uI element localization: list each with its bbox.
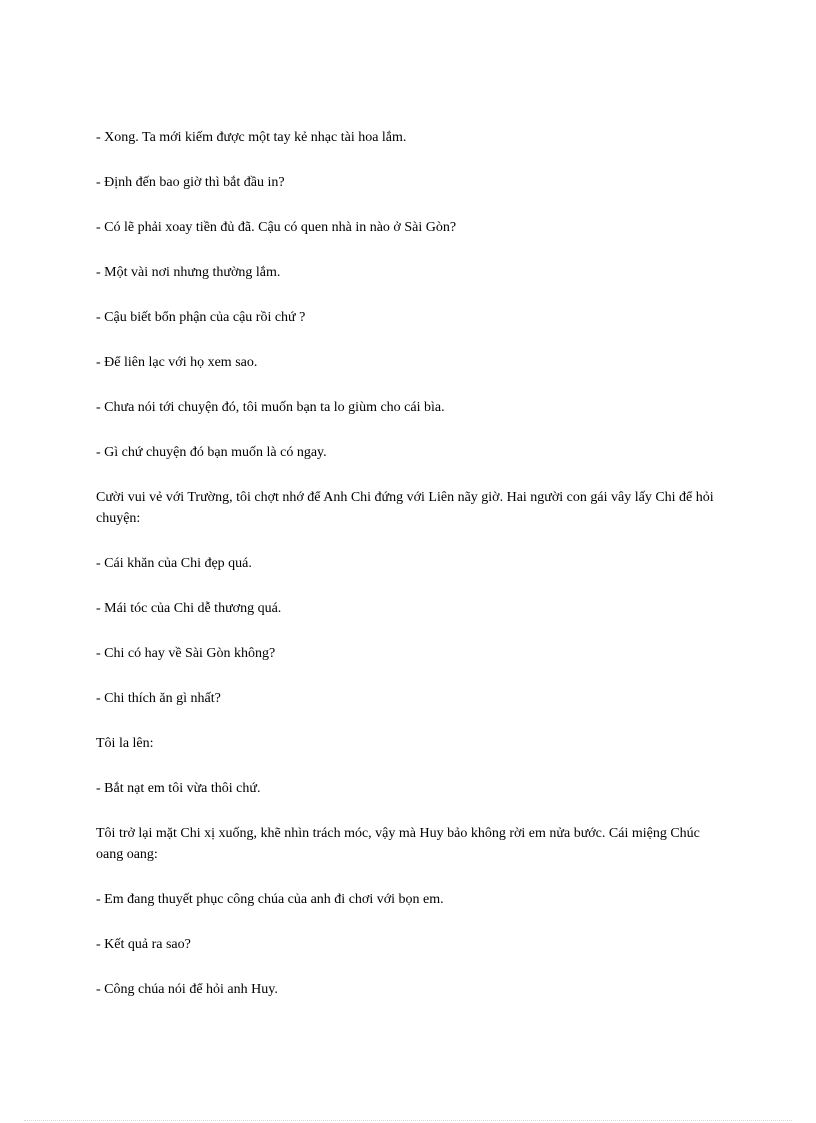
paragraph: - Công chúa nói để hỏi anh Huy. (96, 982, 278, 997)
paragraph: Tôi la lên: (96, 736, 154, 751)
paragraph: - Định đến bao giờ thì bắt đầu in? (96, 175, 285, 190)
paragraph: - Em đang thuyết phục công chúa của anh đi chơi với bọn em. (96, 892, 444, 907)
paragraph: - Bắt nạt em tôi vừa thôi chứ. (96, 781, 261, 796)
paragraph: - Gì chứ chuyện đó bạn muốn là có ngay. (96, 445, 327, 460)
document-body (96, 127, 716, 1024)
paragraph: - Để liên lạc với họ xem sao. (96, 355, 258, 370)
paragraph: - Chi thích ăn gì nhất? (96, 691, 221, 706)
paragraph: - Cái khăn của Chi đẹp quá. (96, 556, 252, 571)
paragraph: - Có lẽ phải xoay tiền đủ đã. Cậu có quen nhà in nào ở Sài Gòn? (96, 220, 457, 235)
paragraph: - Chi có hay về Sài Gòn không? (96, 646, 276, 661)
paragraph: - Cậu biết bổn phận của cậu rồi chứ ? (96, 310, 306, 325)
paragraph: - Kết quả ra sao? (96, 937, 191, 952)
paragraph: Cười vui vẻ với Trường, tôi chợt nhớ để Anh Chi đứng với Liên nãy giờ. Hai người con gái vây lấy Chi để hỏi chuyện: (96, 490, 714, 526)
paragraph: Tôi trở lại mặt Chi xị xuống, khẽ nhìn trách móc, vậy mà Huy bảo không rời em nửa bước. Cái miệng Chúc oang oang: (96, 826, 700, 862)
paragraph: - Xong. Ta mới kiếm được một tay kẻ nhạc tài hoa lắm. (96, 130, 407, 145)
paragraph: - Mái tóc của Chi dễ thương quá. (96, 601, 282, 616)
paragraph: - Một vài nơi nhưng thường lắm. (96, 265, 281, 280)
paragraph: - Chưa nói tới chuyện đó, tôi muốn bạn ta lo giùm cho cái bìa. (96, 400, 445, 415)
page-bottom-divider (24, 1120, 792, 1121)
